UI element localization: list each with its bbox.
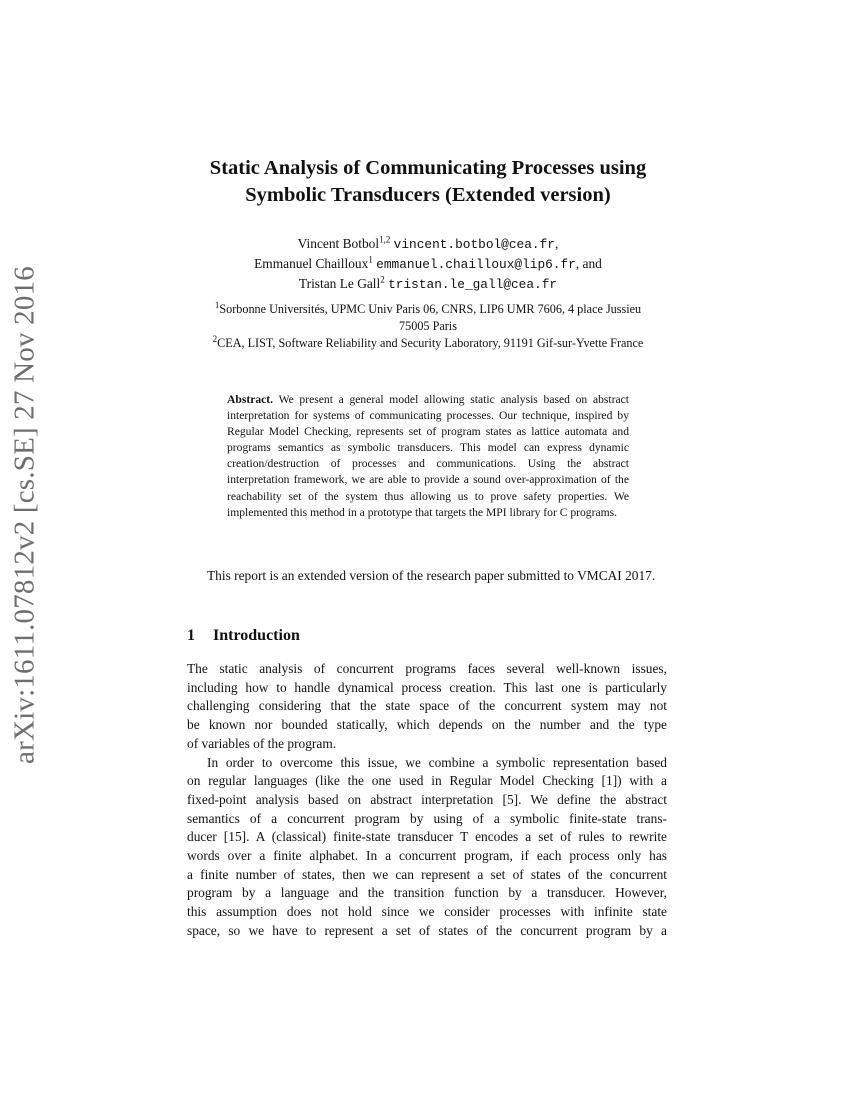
author-1-email[interactable]: vincent.botbol@cea.fr <box>393 237 555 252</box>
paragraph-line: including how to handle dynamical process creation. This last one is particularly <box>187 679 667 695</box>
author-1-name: Vincent Botbol <box>297 236 380 251</box>
author-3-email[interactable]: tristan.le_gall@cea.fr <box>388 277 558 292</box>
paragraph-line: space, so we have to represent a set of states of the concurrent program by a <box>187 922 667 938</box>
arxiv-identifier <box>3 266 47 764</box>
paragraph-line: fixed-point analysis based on abstract interpretation [5]. We define the abstract <box>187 791 667 807</box>
section-title: Introduction <box>213 627 300 644</box>
paragraph-line: be known nor bounded statically, which depends on the number and the type <box>187 717 667 733</box>
abstract-text: We present a general model allowing static analysis based on abstract interpretation for systems of communicating processes. Our technique, inspired by Regular Model Checking, represents set of program states as lattice automata and programs semantics as symbolic transducers. This model can express dynamic creation/destruction of processes and communications. Using the abstract interpretation framework, we are able to provide a sound over-approximation of the reachability set of the system thus allowing us to prove safety properties. We implemented this method in a prototype that targets the MPI library for C programs. <box>227 393 629 519</box>
arxiv-identifier-text: arXiv:1611.07812v2 [cs.SE] 27 Nov 2016 <box>8 266 41 764</box>
paragraph-line: The static analysis of concurrent programs faces several well-known issues, <box>187 661 667 676</box>
affiliation-2 <box>150 335 706 352</box>
abstract <box>227 392 629 521</box>
author-2-sep: , and <box>575 256 602 271</box>
author-list <box>150 234 706 294</box>
paragraph-line: a finite number of states, then we can represent a set of states of the concurrent <box>187 866 667 882</box>
author-2-email[interactable]: emmanuel.chailloux@lip6.fr <box>376 257 576 272</box>
affiliations <box>150 301 706 352</box>
title-line-2: Symbolic Transducers (Extended version) <box>245 184 611 206</box>
author-3 <box>150 274 706 294</box>
author-3-name: Tristan Le Gall <box>298 276 381 291</box>
title-line-1: Static Analysis of Communicating Processes using <box>209 157 647 179</box>
author-1 <box>150 234 706 254</box>
affiliation-1-sup: 1 <box>214 299 220 310</box>
author-2-name: Emmanuel Chailloux <box>254 256 369 271</box>
abstract-label: Abstract. <box>227 393 274 406</box>
author-1-sep: , <box>554 236 559 251</box>
paragraph-line: program by a language and the transition function by a transducer. However, <box>187 885 667 901</box>
paragraph-line: words over a finite alphabet. In a concurrent program, if each process only has <box>187 848 667 864</box>
paragraph-line: In order to overcome this issue, we combine a symbolic representation based <box>207 754 667 770</box>
author-2 <box>150 254 706 274</box>
author-1-sup: 1,2 <box>379 234 391 245</box>
affiliation-1-line-1: Sorbonne Universités, UPMC Univ Paris 06, CNRS, LIP6 UMR 7606, 4 place Jussieu <box>219 302 642 316</box>
paragraph-line: on regular languages (like the one used in Regular Model Checking [1]) with a <box>187 773 667 789</box>
affiliation-1 <box>150 301 706 318</box>
paragraph-line: this assumption does not hold since we consider processes with infinite state <box>187 904 667 920</box>
section-number: 1 <box>187 627 195 644</box>
extended-version-note: This report is an extended version of the research paper submitted to VMCAI 2017. <box>207 568 656 583</box>
section-heading <box>187 627 300 645</box>
paragraph-line: of variables of the program. <box>187 735 337 751</box>
affiliation-2-sup: 2 <box>212 333 218 344</box>
paragraph-line: challenging considering that the state space of the concurrent system may not <box>187 698 667 714</box>
paragraph-line: ducer [15]. A (classical) finite-state transducer T encodes a set of rules to rewrite <box>187 829 667 845</box>
paper-title <box>150 155 706 209</box>
author-3-sup: 2 <box>380 274 385 285</box>
author-2-sup: 1 <box>368 254 373 265</box>
affiliation-1-line-2: 75005 Paris <box>399 319 457 333</box>
intro-paragraph-2 <box>187 754 667 941</box>
introduction-body <box>187 660 667 941</box>
intro-paragraph-1 <box>187 660 667 754</box>
affiliation-2-line-1: CEA, LIST, Software Reliability and Security Laboratory, 91191 Gif-sur-Yvette France <box>217 336 644 350</box>
paragraph-line: semantics of a concurrent program by using of a symbolic finite-state trans- <box>187 810 667 826</box>
